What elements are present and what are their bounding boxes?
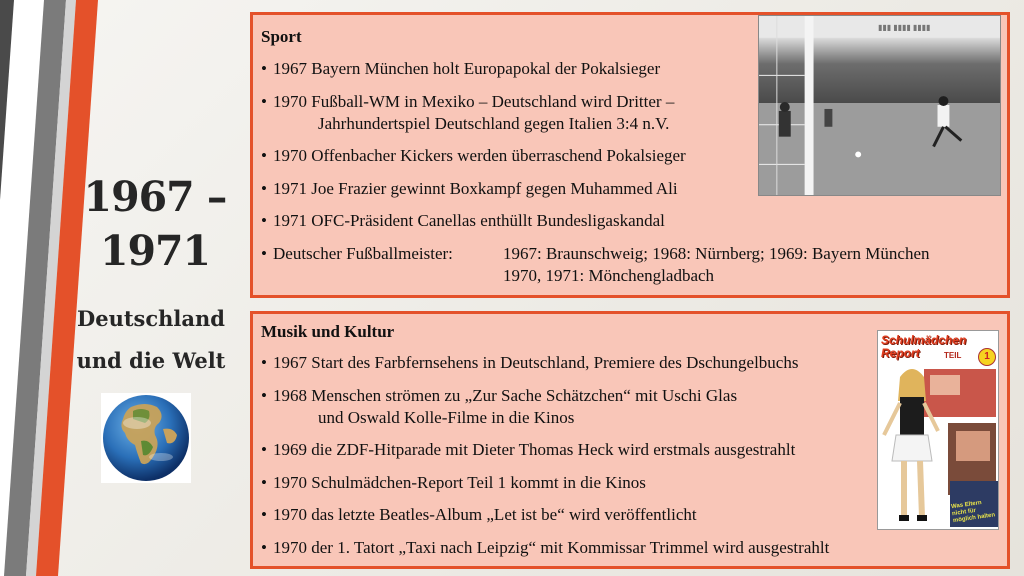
sport-item-text-continued: Jahrhundertspiel Deutschland gegen Italien 3:4 n.V. xyxy=(318,113,670,133)
sport-item-text: 1970 Fußball-WM in Mexiko – Deutschland wird Dritter – xyxy=(273,91,675,111)
poster-teil: TEIL xyxy=(944,351,962,360)
music-item-text: 1969 die ZDF-Hitparade mit Dieter Thomas Heck wird erstmals ausgestrahlt xyxy=(273,440,796,459)
slide-subtitle xyxy=(56,298,246,382)
sport-panel xyxy=(250,12,1010,298)
slide-title: 1967 – 1971 xyxy=(83,173,227,275)
music-item xyxy=(261,385,829,429)
soccer-photo xyxy=(758,15,1001,196)
music-item xyxy=(261,537,829,559)
svg-text:▮▮▮ ▮▮▮▮ ▮▮▮▮: ▮▮▮ ▮▮▮▮ ▮▮▮▮ xyxy=(878,22,931,32)
music-item-text: 1968 Menschen strömen zu „Zur Sache Schätzchen“ mit Uschi Glas xyxy=(273,385,738,405)
subtitle-line-2: und die Welt xyxy=(76,348,226,373)
globe-icon xyxy=(101,393,191,483)
music-item-text: 1970 Schulmädchen-Report Teil 1 kommt in die Kinos xyxy=(273,472,646,492)
sport-item-text: 1971 OFC-Präsident Canellas enthüllt Bundesligaskandal xyxy=(273,211,665,230)
champions-line-2: 1970, 1971: Mönchengladbach xyxy=(503,265,715,285)
champions-item xyxy=(261,243,930,287)
champions-label: Deutscher Fußballmeister: xyxy=(273,243,453,263)
subtitle-line-1: Deutschland xyxy=(77,306,225,331)
sport-item xyxy=(261,210,930,232)
music-item-text: 1970 das letzte Beatles-Album „Let ist be“ wird veröffentlicht xyxy=(273,505,697,524)
champions-values xyxy=(503,243,930,287)
movie-poster xyxy=(877,330,999,530)
sport-heading: Sport xyxy=(261,27,302,46)
sport-item-text: 1970 Offenbacher Kickers werden überraschend Pokalsieger xyxy=(273,146,686,165)
poster-number-badge: 1 xyxy=(978,348,996,366)
music-item xyxy=(261,504,829,526)
music-item xyxy=(261,472,829,494)
poster-tagline: Was Eltern nicht für möglich halten xyxy=(950,500,996,525)
poster-title: Schulmädchen Report xyxy=(881,333,967,360)
music-list xyxy=(261,352,829,569)
music-item-text: 1970 der 1. Tatort „Taxi nach Leipzig“ mit Kommissar Trimmel wird ausgestrahlt xyxy=(273,537,830,557)
music-heading: Musik und Kultur xyxy=(261,322,395,341)
sport-item-text: 1967 Bayern München holt Europapokal der Pokalsieger xyxy=(273,59,661,78)
music-item xyxy=(261,439,829,461)
sport-item-text: 1971 Joe Frazier gewinnt Boxkampf gegen Muhammed Ali xyxy=(273,178,678,198)
champions-line-1: 1967: Braunschweig; 1968: Nürnberg; 1969: Bayern München xyxy=(503,243,930,263)
decorative-stripes xyxy=(0,0,110,576)
music-item xyxy=(261,352,829,374)
music-panel xyxy=(250,311,1010,569)
music-item-text: 1967 Start des Farbfernsehens in Deutschland, Premiere des Dschungelbuchs xyxy=(273,353,799,372)
music-item-text-continued: und Oswald Kolle-Filme in die Kinos xyxy=(318,407,575,427)
